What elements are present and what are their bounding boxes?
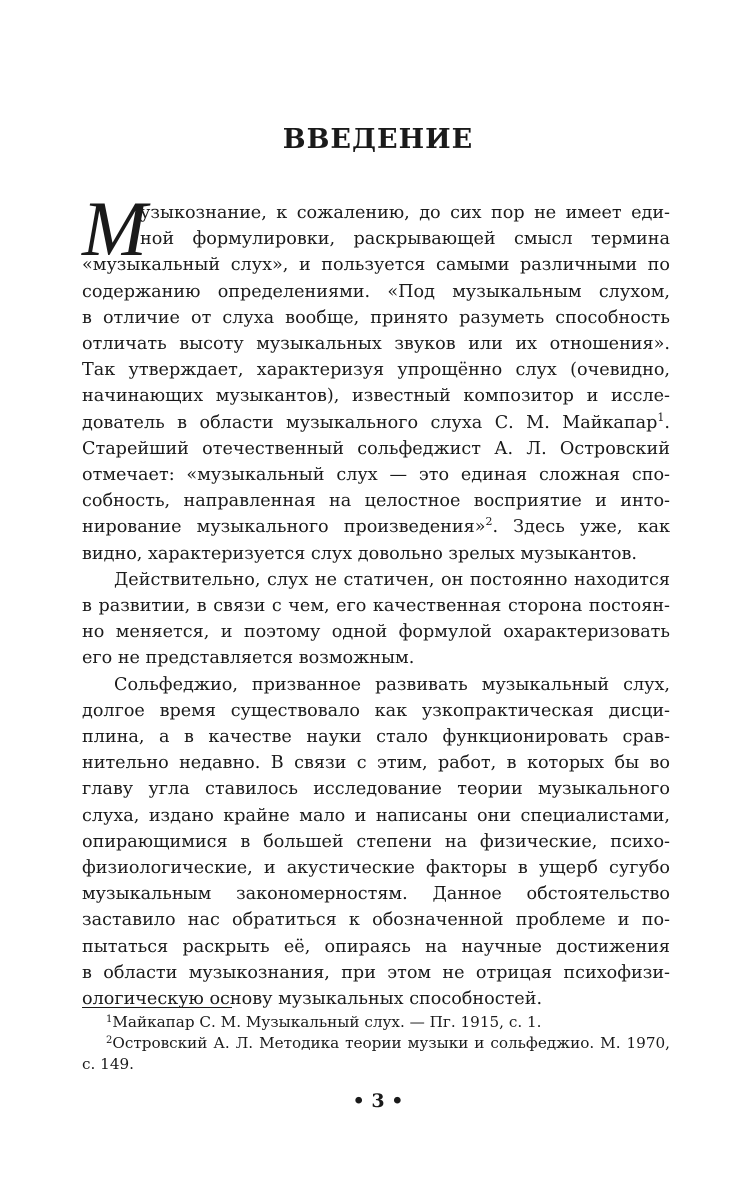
text-line: ной формулировки, раскрывающей смысл термина [140, 229, 670, 250]
text-line: видно, характеризуется слух довольно зрелых музыкантов. [82, 543, 638, 564]
text-line: начинающих музыкантов), известный композитор и иссле- [82, 386, 670, 407]
text-line: отмечает: «музыкальный слух — это единая сложная спо- [82, 465, 670, 486]
text-line: Старейший отечественный сольфеджист А. Л. Островский [82, 438, 670, 459]
text-line: заставило нас обратиться к обозначенной проблеме и по- [82, 910, 670, 931]
text-fragment: . [664, 412, 670, 433]
text-line: ологическую основу музыкальных способностей. [82, 989, 543, 1010]
footnote-1 [82, 1012, 670, 1033]
footnote-divider [82, 1007, 232, 1008]
text-line [82, 410, 670, 436]
footnote-ref-2: 2 [485, 515, 493, 529]
footnotes [82, 1012, 670, 1075]
text-fragment: дователь в области музыкального слуха С. М. Майкапар [82, 412, 658, 433]
text-line: «музыкальный слух», и пользуется самыми различными по [82, 255, 670, 276]
text-line: Сольфеджио, призванное развивать музыкальный слух, [114, 674, 670, 695]
text-line: слуха, издано крайне мало и написаны они специалистами, [82, 805, 670, 826]
drop-cap: М [82, 185, 147, 272]
text-line: физиологические, и акустические факторы в ущерб сугубо [82, 858, 670, 879]
text-line: главу угла ставилось исследование теории музыкального [82, 779, 670, 800]
text-fragment: . Здесь уже, как [492, 517, 670, 538]
text-line: в области музыкознания, при этом не отрицая психофизи- [82, 962, 670, 983]
text-line: плина, а в качестве науки стало функционировать срав- [82, 727, 670, 748]
body-text [82, 185, 670, 1012]
text-line: опирающимися в большей степени на физические, психо- [82, 831, 670, 852]
text-line: Действительно, слух не статичен, он постоянно находится [114, 569, 670, 590]
text-line: его не представляется возможным. [82, 648, 415, 669]
footnote-mark: 1 [106, 1014, 113, 1025]
text-line: пытаться раскрыть её, опираясь на научные достижения [82, 936, 670, 957]
text-line: Так утверждает, характеризуя упрощённо слух (очевидно, [82, 360, 670, 381]
page-number: • 3 • [352, 1090, 404, 1112]
text-line [82, 514, 670, 540]
text-line: нительно недавно. В связи с этим, работ, в которых бы во [82, 753, 670, 774]
chapter-title: ВВЕДЕНИЕ [282, 124, 474, 155]
text-line: узыкознание, к сожалению, до сих пор не имеет еди- [140, 203, 670, 223]
text-line: отличать высоту музыкальных звуков или их отношения». [82, 334, 670, 355]
footnote-text: с. 149. [82, 1055, 134, 1073]
text-line: содержанию определениями. «Под музыкальным слухом, [82, 281, 670, 302]
text-line: долгое время существовало как узкопрактическая дисци- [82, 700, 670, 721]
footnote-ref-1: 1 [657, 410, 665, 424]
footnote-mark: 2 [106, 1035, 113, 1046]
text-line: в развитии, в связи с чем, его качественная сторона постоян- [82, 596, 670, 617]
footnote-text: Майкапар С. М. Музыкальный слух. — Пг. 1915, с. 1. [112, 1013, 542, 1031]
text-line: но меняется, и поэтому одной формулой охарактеризовать [82, 622, 670, 643]
footnote-2 [82, 1033, 670, 1054]
footnote-text: Островский А. Л. Методика теории музыки и сольфеджио. М. 1970, [112, 1034, 670, 1052]
text-line: музыкальным закономерностям. Данное обстоятельство [82, 884, 670, 905]
text-fragment: нирование музыкального произведения» [82, 517, 486, 538]
text-line: собность, направленная на целостное восприятие и инто- [82, 491, 670, 512]
text-line: в отличие от слуха вообще, принято разуметь способность [82, 307, 670, 328]
